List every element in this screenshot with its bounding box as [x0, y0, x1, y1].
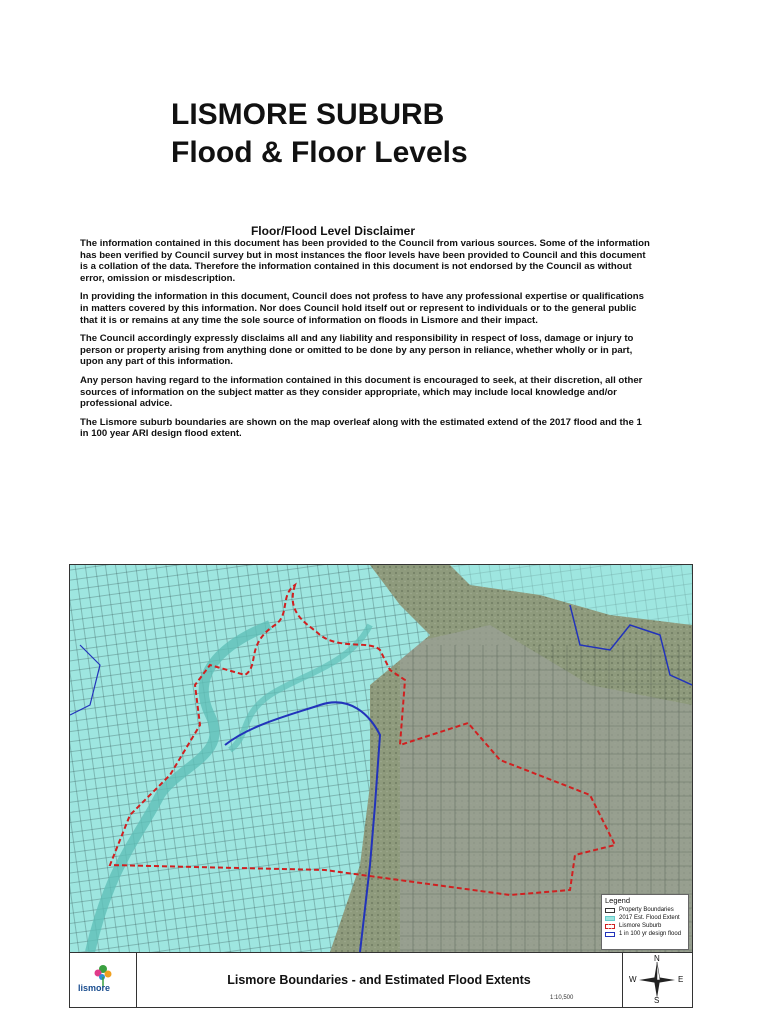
legend-item	[605, 914, 685, 922]
compass-rose	[625, 954, 689, 1006]
suburb-boundary-swatch	[605, 924, 615, 929]
compass-south: S	[654, 996, 660, 1005]
compass-west: W	[629, 975, 637, 984]
flood-map	[70, 565, 692, 952]
disclaimer-paragraph: The information contained in this document has been provided to the Council from various sources. Some of the information has been verified by Council survey but in most instances the floor levels have been provided to Council and this document is a collation of the data. Therefore the information contained in this document is not endorsed by the Council as without error, omission or misdescription.	[80, 238, 650, 284]
footer-divider	[622, 953, 623, 1007]
map-legend	[601, 894, 689, 950]
flood-extent-swatch	[605, 916, 615, 921]
legend-label: 2017 Est. Flood Extent	[619, 914, 680, 921]
legend-title: Legend	[605, 896, 631, 905]
title-line-1: LISMORE SUBURB	[171, 98, 445, 131]
map-footer	[70, 952, 692, 1007]
map-frame	[69, 564, 693, 1008]
legend-label: 1 in 100 yr design flood	[619, 930, 682, 937]
design-flood-swatch	[605, 932, 615, 937]
legend-label: Property Boundaries	[619, 906, 674, 913]
disclaimer-body	[80, 238, 652, 447]
compass-north: N	[654, 954, 660, 963]
disclaimer-paragraph: The Council accordingly expressly disclaims all and any liability and responsibility in respect of loss, damage or injury to person or property arising from anything done or omitted to be done by any person in reliance, whether wholly or in part, upon any part of this information.	[80, 333, 634, 368]
page-title	[171, 96, 468, 172]
flood-map-image	[70, 565, 692, 952]
legend-item	[605, 922, 685, 930]
disclaimer-heading: Floor/Flood Level Disclaimer	[250, 224, 416, 238]
map-title: Lismore Boundaries - and Estimated Flood Extents	[227, 973, 531, 987]
map-scale: 1:10,500	[550, 995, 574, 1001]
logo-text: lismore	[78, 983, 111, 993]
property-boundaries-swatch	[605, 908, 615, 913]
disclaimer-paragraph: The Lismore suburb boundaries are shown on the map overleaf along with the estimated extend of the 2017 flood and the 1 in 100 year ARI design flood extent.	[80, 416, 642, 440]
disclaimer-paragraph: In providing the information in this document, Council does not profess to have any professional expertise or qualifications in matters covered by this information. Nor does Council hold itself out or represent to individuals or to the general public that it is or remains at any time the sole source of information on floods in Lismore and their impact.	[80, 291, 644, 326]
disclaimer-paragraph: Any person having regard to the information contained in this document is encouraged to seek, at their discretion, all other sources of information on the subject matter as they consider appropriate, which may include local knowledge and/or professional advice.	[80, 374, 643, 410]
title-line-2: Flood & Floor Levels	[171, 136, 468, 169]
legend-item	[605, 930, 685, 938]
lismore-logo-icon	[76, 961, 128, 1001]
compass-east: E	[678, 975, 684, 984]
legend-label: Lismore Suburb	[619, 922, 662, 929]
legend-item	[605, 906, 685, 914]
